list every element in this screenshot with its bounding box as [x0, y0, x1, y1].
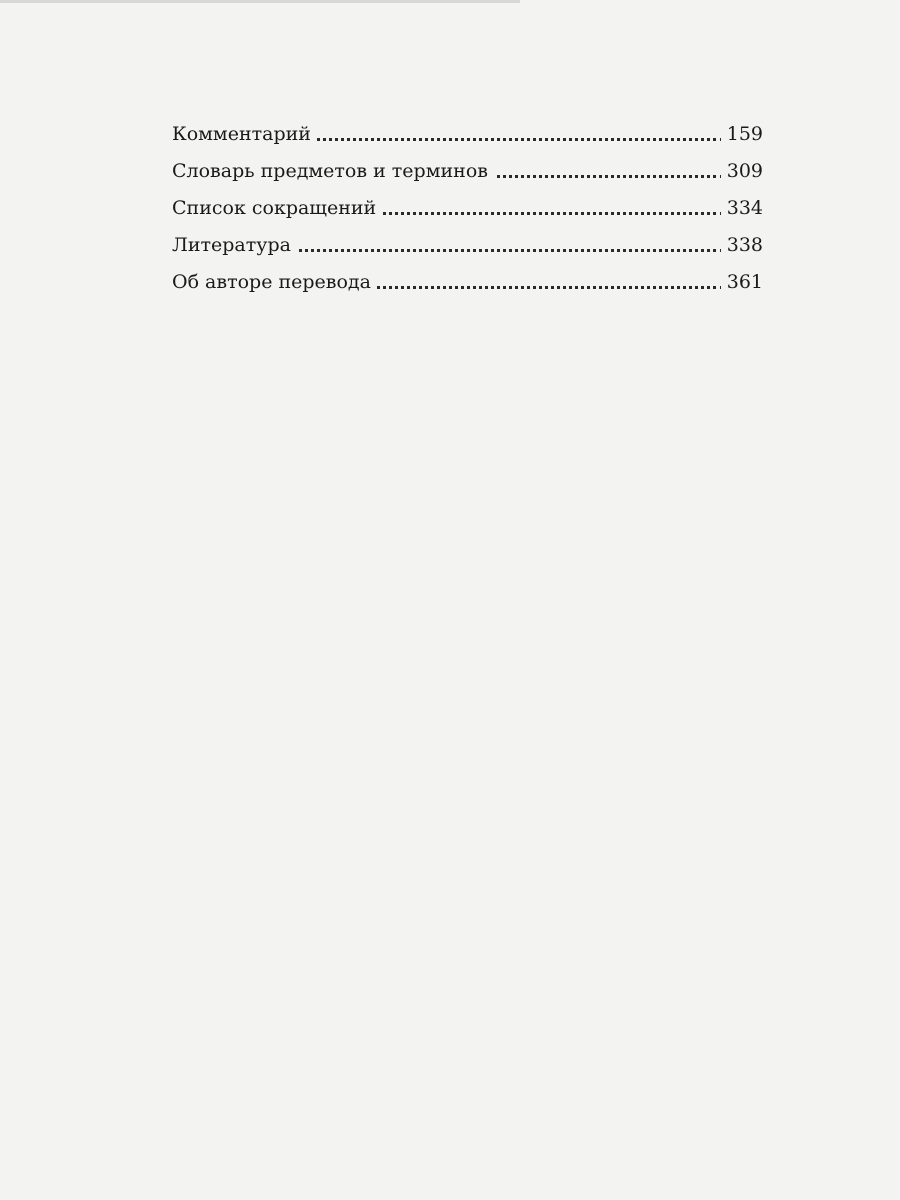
toc-entry-page: 361: [721, 264, 763, 301]
toc-entry-page: 159: [721, 116, 763, 153]
toc-entry: [172, 116, 763, 153]
toc-entry: [172, 227, 763, 264]
toc-entry-title: Список сокращений: [172, 190, 382, 227]
toc-entry: [172, 190, 763, 227]
toc-entry-title: Словарь предметов и терминов: [172, 153, 494, 190]
toc-entry-title: Комментарий: [172, 116, 317, 153]
table-of-contents: [172, 116, 763, 301]
toc-entry: [172, 264, 763, 301]
toc-entry-page: 338: [721, 227, 763, 264]
toc-entry: [172, 153, 763, 190]
toc-entry-page: 334: [721, 190, 763, 227]
toc-entry-page: 309: [721, 153, 763, 190]
scan-edge: [0, 0, 520, 3]
toc-entry-title: Литература: [172, 227, 297, 264]
toc-entry-title: Об авторе перевода: [172, 264, 377, 301]
